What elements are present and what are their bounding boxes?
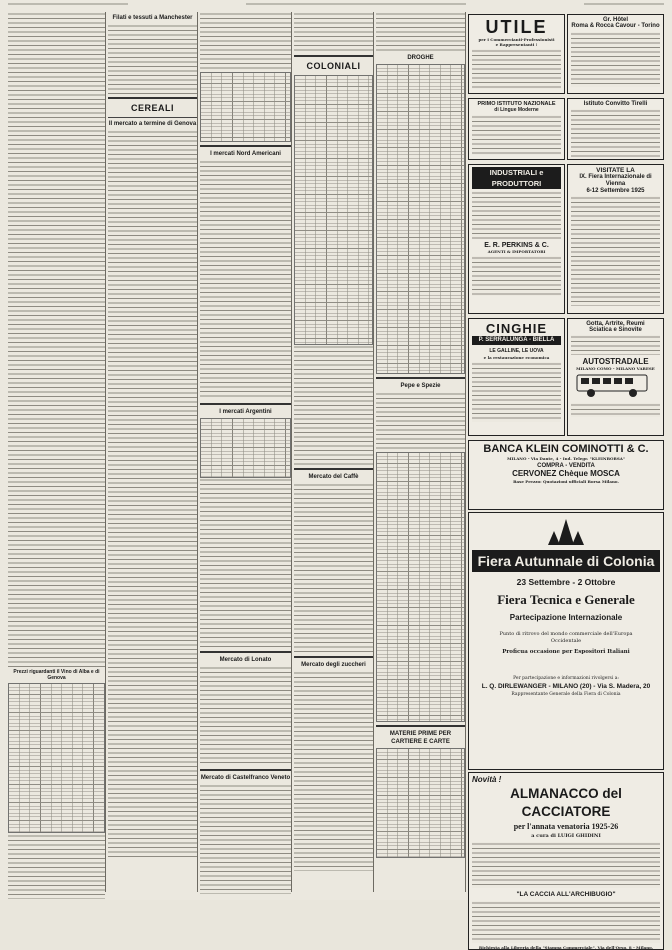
- heading-materie-prime: MATERIE PRIME PER CARTIERE E CARTE: [389, 731, 452, 745]
- heading-lonato: Mercato di Lonato: [219, 657, 272, 663]
- ad-vienna-dates: 6-12 Settembre 1925: [586, 188, 645, 194]
- ad-colonia-agent: L. Q. DIRLEWANGER - MILANO (20) - Via S. Madera, 20: [481, 683, 651, 690]
- ad-colonia-agent-sub: Rappresentante Generale della Fiera di Colonia: [511, 692, 621, 697]
- ad-banca-sub1: COMPRA - VENDITA: [537, 463, 595, 469]
- caffe-text: [294, 483, 373, 653]
- ad-perkins-body: [472, 256, 561, 296]
- manchester-text: [108, 24, 197, 94]
- heading-nord-americani: I mercati Nord Americani: [210, 151, 281, 157]
- divider: [200, 145, 291, 147]
- table-droghe: [376, 64, 465, 374]
- ad-tirelli-title: Istituto Convitto Tirelli: [583, 101, 648, 107]
- ad-industriali-body: [472, 191, 561, 239]
- ad-almanacco: [468, 772, 664, 950]
- ad-perkins-title: E. R. PERKINS & C.: [484, 242, 549, 249]
- ad-gotta: [567, 318, 664, 436]
- heading-cereali: CEREALI: [130, 103, 174, 113]
- ad-colonia-punto: Punto di ritrovo del mondo commerciale dell'Europa Occidentale: [499, 631, 633, 644]
- page-masthead: [8, 2, 664, 10]
- heading-droghe: DROGHE: [407, 55, 434, 61]
- ad-tirelli-body: [571, 109, 660, 157]
- ad-banca-sub3: Base Prezzo: Quotazioni ufficiali Borsa Milano.: [513, 479, 619, 484]
- ad-colonia-partecipazione: Partecipazione Internazionale: [509, 613, 623, 622]
- column-3: [200, 12, 292, 892]
- nord-americani-text: [200, 160, 291, 400]
- divider: [108, 97, 197, 99]
- ad-perkins-line: AGENTI & IMPORTATORI: [487, 249, 546, 254]
- ads-row-3: [468, 162, 664, 316]
- divider: [376, 725, 465, 727]
- ad-galline-body: [472, 362, 561, 422]
- ad-banca-line: MILANO - Via Dante, 4 - Ind. Telegr. "KLEINBORSA": [507, 456, 625, 461]
- divider: [294, 55, 373, 57]
- ad-banca-title: BANCA KLEIN COMINOTTI & C.: [483, 443, 649, 455]
- ad-almanacco-title: ALMANACCO del CACCIATORE: [510, 786, 622, 819]
- ad-almanacco-body-1: [472, 842, 660, 888]
- castelfranco-text: [200, 784, 291, 894]
- ad-almanacco-footer: Richiesta alla Libreria della "Stampa Commerciale", Via dell'Orso, 8 - Milano.: [478, 945, 654, 950]
- price-table-wine: [8, 683, 105, 833]
- ad-galline-title: LE GALLINE, LE UOVA: [489, 348, 544, 354]
- pepe-spezie-text: [376, 392, 465, 452]
- ad-almanacco-line: per l'annata venatoria 1925-26: [513, 822, 619, 831]
- ad-cinghie: [468, 318, 565, 436]
- ad-primo-istituto-title: PRIMO ISTITUTO NAZIONALE: [477, 101, 556, 107]
- ads-row-4: [468, 316, 664, 438]
- ad-tirelli: [567, 98, 664, 160]
- ad-almanacco-novita: Novità !: [472, 775, 502, 784]
- ad-cinghie-brand: P. SERRALUNGA - BIELLA: [472, 336, 561, 345]
- ad-fiera-vienna: [567, 164, 664, 314]
- column-1-text-block: [8, 12, 105, 667]
- table-materie-prime: [376, 748, 465, 858]
- lonato-text: [200, 666, 291, 766]
- ad-almanacco-author: a cura di LUIGI GHIDINI: [531, 833, 601, 839]
- argentini-text: [200, 478, 291, 648]
- ad-utile-line1: per i Commercianti-Professionisti: [478, 37, 555, 42]
- heading-pepe-spezie: Pepe e Spezie: [400, 383, 441, 389]
- column-5-top-text: [376, 12, 465, 52]
- divider: [294, 468, 373, 470]
- ad-industriali: [468, 164, 565, 314]
- ads-row-2: [468, 96, 664, 162]
- ad-gotta-title: Gotta, Artrite, Reumi: [586, 321, 645, 327]
- ad-colonia-info: Per partecipazione e informazioni rivolgersi a:: [513, 676, 619, 681]
- ad-utile: [468, 14, 565, 94]
- ad-utile-line2: e Rappresentanti !: [495, 42, 538, 47]
- ad-colonia-title: Fiera Autunnale di Colonia: [472, 550, 660, 572]
- heading-caffe: Mercato del Caffè: [308, 474, 359, 480]
- table-spezie: [376, 452, 465, 722]
- divider: [294, 656, 373, 658]
- ad-gotta-line: Sciatica e Sinovite: [589, 327, 642, 333]
- column-5: [376, 12, 466, 892]
- ads-row-1: [468, 12, 664, 96]
- column-2: [108, 12, 198, 892]
- ad-utile-title: UTILE: [485, 17, 548, 37]
- heading-genova-termine: Il mercato a termine di Genova: [108, 121, 197, 127]
- ad-autostradale-title: AUTOSTRADALE: [582, 357, 649, 366]
- ad-autostradale-line: MILANO COMO - MILANO VARESE: [576, 366, 655, 371]
- ad-almanacco-body-2: [472, 901, 660, 943]
- column-1-footer-text: [8, 834, 105, 899]
- table-rates: [200, 72, 291, 142]
- coloniali-text: [294, 345, 373, 465]
- ad-gotta-body: [571, 335, 660, 355]
- table-coloniali: [294, 75, 373, 345]
- zuccheri-text: [294, 671, 373, 871]
- ad-vienna-body: [571, 196, 660, 306]
- table-argentini: [200, 418, 291, 478]
- column-1-table-title: Prezzi riguardanti il Vino di Alba e di Genova: [13, 669, 100, 681]
- ad-industriali-title: INDUSTRIALI e PRODUTTORI: [472, 167, 561, 189]
- ad-almanacco-section: "LA CACCIA ALL'ARCHIBUGIO": [516, 891, 616, 898]
- heading-manchester: Filati e tessuti a Manchester: [112, 15, 193, 21]
- ad-vienna-title-b: IX. Fiera Internazionale di Vienna: [579, 174, 652, 187]
- ad-primo-istituto-body: [472, 115, 561, 155]
- ad-vienna-title-a: VISITATE LA: [596, 167, 635, 174]
- masthead-right-rule: [584, 2, 664, 6]
- divider: [200, 651, 291, 653]
- column-4: [294, 12, 374, 892]
- ad-cinghie-title: CINGHIE: [485, 321, 548, 336]
- ad-autostradale-body: [571, 403, 660, 417]
- heading-coloniali: COLONIALI: [306, 61, 361, 71]
- fair-logo-icon: [546, 517, 586, 547]
- column-3-top-text: [200, 12, 291, 72]
- ad-colonia-dates: 23 Settembre - 2 Ottobre: [516, 577, 616, 587]
- heading-zuccheri: Mercato degli zuccheri: [301, 662, 366, 668]
- masthead-center-rule: [246, 2, 466, 6]
- ad-banca-klein: [468, 440, 664, 510]
- ad-fiera-colonia: [468, 512, 664, 770]
- heading-castelfranco: Mercato di Castelfranco Veneto: [200, 775, 291, 781]
- divider: [108, 117, 197, 118]
- ad-hotel-roma: [567, 14, 664, 94]
- column-4-top-text: [294, 12, 373, 52]
- divider: [200, 403, 291, 405]
- ad-primo-istituto: [468, 98, 565, 160]
- ad-colonia-subtitle: Fiera Tecnica e Generale: [497, 592, 635, 607]
- ad-hotel-body: [571, 32, 660, 87]
- column-1: [8, 12, 106, 892]
- ad-primo-istituto-subtitle: di Lingue Moderne: [494, 107, 539, 113]
- ad-utile-body: [472, 49, 561, 89]
- divider: [376, 377, 465, 379]
- ad-galline-line: e la restaurazione economica: [483, 355, 550, 360]
- ad-hotel-title-b: Roma & Rocca Cavour - Torino: [571, 23, 660, 29]
- cereali-text: [108, 130, 197, 860]
- divider: [200, 769, 291, 771]
- masthead-left-rule: [8, 2, 128, 6]
- bus-icon: [571, 371, 659, 399]
- ads-column: [468, 12, 664, 950]
- ad-hotel-title-a: Gr. Hôtel: [602, 17, 628, 23]
- heading-argentini: I mercati Argentini: [219, 409, 272, 415]
- ad-colonia-proficua: Proficua occasione per Espositori Italiani: [502, 649, 630, 655]
- ad-banca-sub2: CERVONEZ Chèque MOSCA: [512, 469, 620, 478]
